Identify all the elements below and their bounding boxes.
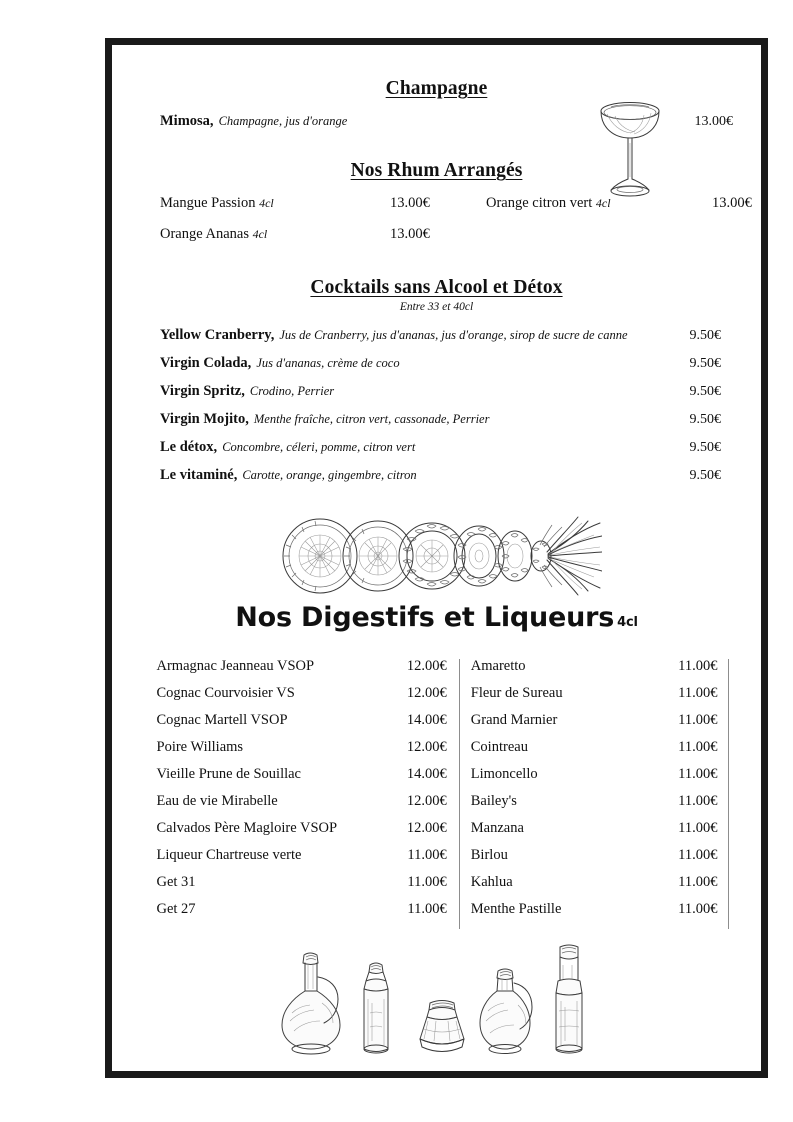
item-price-right: 11.00€ <box>649 713 728 740</box>
item-price-right: 11.00€ <box>649 875 728 902</box>
menu-page-frame <box>105 38 768 1078</box>
table-row <box>145 713 729 740</box>
menu-item-rhum <box>160 195 390 212</box>
item-price-left: 12.00€ <box>406 684 447 701</box>
menu-item-rhum <box>160 226 390 243</box>
item-name-right: Birlou <box>459 848 649 875</box>
section-cocktails <box>138 276 735 483</box>
item-name: Virgin Colada, <box>160 354 252 371</box>
table-row <box>145 821 729 848</box>
item-name-left: Armagnac Jeanneau VSOP <box>156 657 315 674</box>
assorted-glass-bottles-icon <box>138 941 735 1066</box>
item-price: 13.00€ <box>712 194 752 211</box>
menu-page-content <box>112 45 761 1071</box>
sliced-pineapple-icon <box>138 509 735 601</box>
heading-text: Nos Digestifs et Liqueurs <box>235 601 615 633</box>
item-price: 9.50€ <box>689 327 721 343</box>
item-description: Jus d'ananas, crème de coco <box>256 355 400 370</box>
item-price: 13.00€ <box>390 194 430 211</box>
heading-digestifs <box>138 603 735 633</box>
item-price-left: 14.00€ <box>406 711 447 728</box>
heading-champagne: Champagne <box>385 78 488 99</box>
item-price-right: 11.00€ <box>649 821 728 848</box>
item-name: Mimosa, <box>160 113 214 130</box>
item-price: 9.50€ <box>689 355 721 371</box>
item-price-left: 12.00€ <box>406 657 447 674</box>
heading-cocktails: Cocktails sans Alcool et Détox <box>310 276 563 298</box>
heading-rhum-arranges: Nos Rhum Arrangés <box>350 160 523 182</box>
item-price-left: 12.00€ <box>406 792 447 809</box>
item-price-right: 11.00€ <box>649 767 728 794</box>
item-name-left: Get 27 <box>156 900 196 917</box>
item-price: 13.00€ <box>694 114 733 130</box>
table-row <box>145 848 729 875</box>
item-volume: 4cl <box>595 195 611 210</box>
item-name: Le vitaminé, <box>160 466 238 483</box>
item-name-right: Manzana <box>459 821 649 848</box>
item-name-right: Kahlua <box>459 875 649 902</box>
item-name: Mangue Passion <box>160 194 256 211</box>
champagne-coupe-icon <box>587 95 673 199</box>
item-name: Orange Ananas <box>160 225 249 242</box>
item-name: Yellow Cranberry, <box>160 326 275 343</box>
item-name-right: Limoncello <box>459 767 649 794</box>
table-row <box>145 875 729 902</box>
item-name-left: Poire Williams <box>156 738 244 755</box>
item-name-left: Cognac Martell VSOP <box>156 711 288 728</box>
menu-item-cocktail <box>160 468 721 483</box>
rhum-items-grid <box>138 194 752 243</box>
item-price: 13.00€ <box>390 225 430 242</box>
menu-item-cocktail <box>160 412 721 427</box>
item-name-left: Calvados Père Magloire VSOP <box>156 819 338 836</box>
item-description: Carotte, orange, gingembre, citron <box>242 467 417 482</box>
digestifs-price-table <box>145 659 729 929</box>
item-price-right: 11.00€ <box>649 794 728 821</box>
item-name-right: Cointreau <box>459 740 649 767</box>
item-name-left: Eau de vie Mirabelle <box>156 792 278 809</box>
item-name-left: Get 31 <box>156 873 196 890</box>
heading-volume: 4cl <box>617 614 638 630</box>
item-price-right: 11.00€ <box>649 686 728 713</box>
item-name-left: Cognac Courvoisier VS <box>156 684 295 701</box>
item-name-right: Bailey's <box>459 794 649 821</box>
item-price-right: 11.00€ <box>649 659 728 686</box>
item-price-right: 11.00€ <box>649 902 728 929</box>
table-row <box>145 794 729 821</box>
cocktail-items-list <box>138 328 735 483</box>
item-price: 9.50€ <box>689 411 721 427</box>
item-volume: 4cl <box>252 226 268 241</box>
table-row <box>145 740 729 767</box>
table-row <box>145 902 729 929</box>
section-digestifs <box>138 603 735 929</box>
menu-item-cocktail <box>160 384 721 399</box>
menu-item-cocktail <box>160 440 721 455</box>
item-name: Le détox, <box>160 438 218 455</box>
item-name-left: Liqueur Chartreuse verte <box>156 846 302 863</box>
item-name-right: Menthe Pastille <box>459 902 649 929</box>
section-champagne <box>138 77 735 129</box>
item-description: Menthe fraîche, citron vert, cassonade, Perrier <box>253 411 490 426</box>
item-price-right: 11.00€ <box>649 740 728 767</box>
item-price: 9.50€ <box>689 439 721 455</box>
item-description: Jus de Cranberry, jus d'ananas, jus d'orange, sirop de sucre de canne <box>279 327 628 342</box>
item-price-right: 11.00€ <box>649 848 728 875</box>
item-name-left: Vieille Prune de Souillac <box>156 765 301 782</box>
item-name: Virgin Mojito, <box>160 410 249 427</box>
item-price-left: 11.00€ <box>407 873 447 890</box>
item-name: Orange citron vert <box>486 194 593 211</box>
item-price-left: 12.00€ <box>406 738 447 755</box>
item-name-right: Grand Marnier <box>459 713 649 740</box>
item-price: 9.50€ <box>689 467 721 483</box>
item-name-right: Fleur de Sureau <box>459 686 649 713</box>
table-row <box>145 767 729 794</box>
item-volume: 4cl <box>259 195 274 210</box>
item-price-left: 11.00€ <box>407 900 447 917</box>
item-name-right: Amaretto <box>459 659 649 686</box>
item-price-left: 11.00€ <box>407 846 447 863</box>
item-price-left: 14.00€ <box>406 765 447 782</box>
menu-item-cocktail <box>160 328 721 343</box>
item-price: 9.50€ <box>689 383 721 399</box>
cocktails-subheading: Entre 33 et 40cl <box>399 301 474 314</box>
item-name: Virgin Spritz, <box>160 382 245 399</box>
table-row <box>145 686 729 713</box>
item-description: Concombre, céleri, pomme, citron vert <box>222 439 416 454</box>
table-row <box>145 659 729 686</box>
item-price-left: 12.00€ <box>406 819 447 836</box>
menu-item-cocktail <box>160 356 721 371</box>
item-description: Champagne, jus d'orange <box>218 114 348 129</box>
item-description: Crodino, Perrier <box>249 383 335 398</box>
